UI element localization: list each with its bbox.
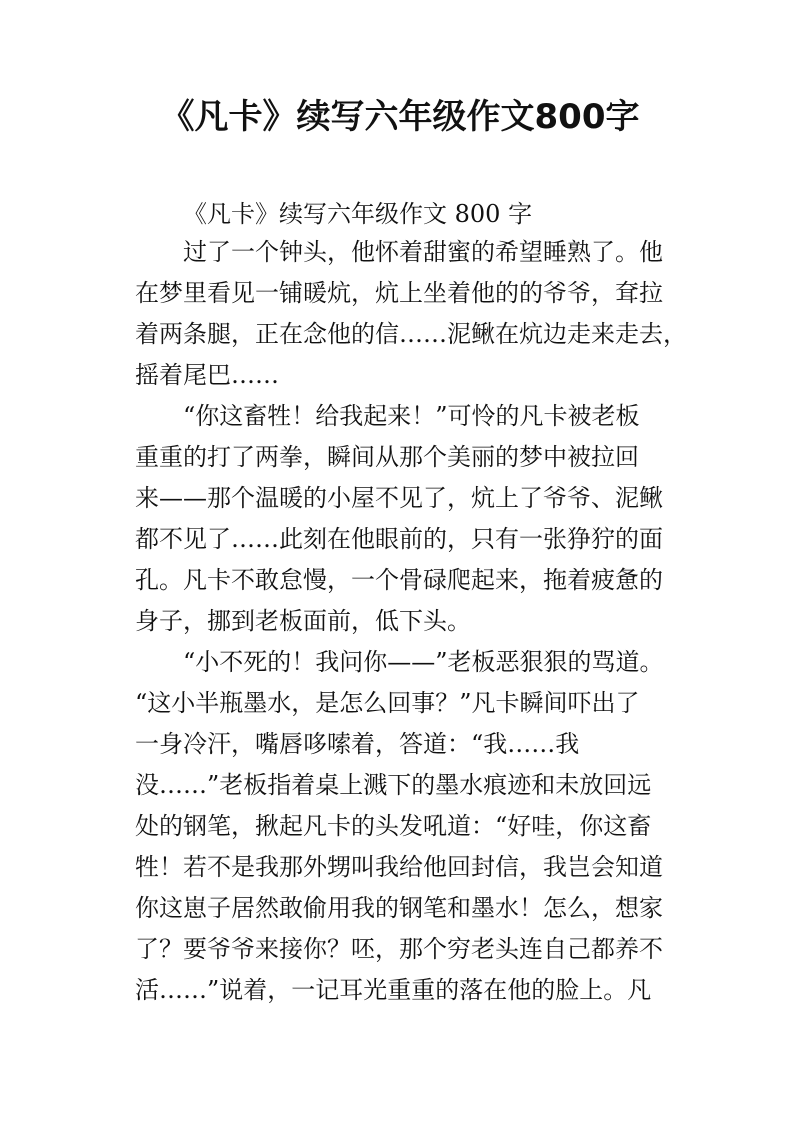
text-line: 摇着尾巴……: [135, 361, 279, 389]
text-line: 了？要爷爷来接你？呸，那个穷老头连自己都养不: [135, 935, 663, 963]
text-line: 处的钢笔，揪起凡卡的头发吼道：“好哇，你这畜: [135, 812, 652, 840]
text-line: 过了一个钟头，他怀着甜蜜的希望睡熟了。他: [183, 238, 663, 266]
document-title: 《凡卡》续写六年级作文800字: [160, 97, 640, 137]
text-line: 你这崽子居然敢偷用我的钢笔和墨水！怎么，想家: [135, 894, 663, 922]
document-body: [135, 196, 687, 1011]
paragraph-2: [135, 396, 680, 642]
paragraph-1: [135, 232, 687, 396]
text-line: 没……”老板指着桌上溅下的墨水痕迹和未放回远: [135, 771, 652, 799]
text-line: “你这畜牲！给我起来！”可怜的凡卡被老板: [183, 402, 640, 430]
text-line: 孔。凡卡不敢怠慢，一个骨碌爬起来，拖着疲惫的: [135, 566, 663, 594]
text-line: 在梦里看见一铺暖炕，炕上坐着他的的爷爷，耷拉: [135, 279, 663, 307]
text-line: “这小半瓶墨水，是怎么回事？”凡卡瞬间吓出了: [135, 689, 640, 717]
text-line: 重重的打了两拳，瞬间从那个美丽的梦中被拉回: [135, 443, 639, 471]
text-line: 牲！若不是我那外甥叫我给他回封信，我岂会知道: [135, 853, 663, 881]
text-line: 一身冷汗，嘴唇哆嗦着，答道：“我……我: [135, 730, 580, 758]
document-subtitle: 《凡卡》续写六年级作文 800 字: [183, 200, 533, 228]
text-line: 着两条腿，正在念他的信……泥鳅在炕边走来走去，: [135, 320, 687, 348]
text-line: 活……”说着，一记耳光重重的落在他的脸上。凡: [135, 976, 652, 1004]
text-line: “小不死的！我问你——”老板恶狠狠的骂道。: [183, 648, 664, 676]
paragraph-3: [135, 642, 680, 1011]
text-line: 身子，挪到老板面前，低下头。: [135, 607, 471, 635]
text-line: 都不见了……此刻在他眼前的，只有一张狰狞的面: [135, 525, 663, 553]
text-line: 来——那个温暖的小屋不见了，炕上了爷爷、泥鳅: [135, 484, 663, 512]
